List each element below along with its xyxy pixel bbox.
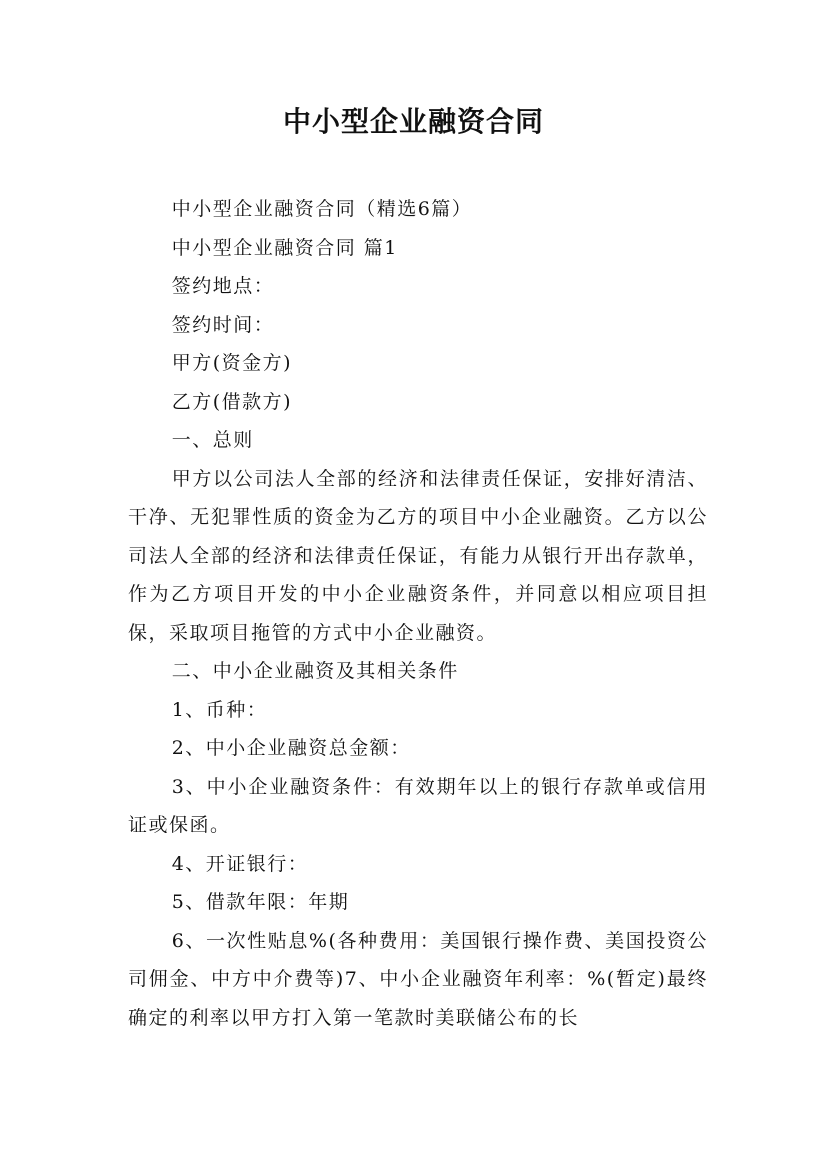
paragraph-currency: 1、币种： xyxy=(171,698,268,721)
paragraph-party-a: 甲方(资金方) xyxy=(171,352,293,374)
paragraph-total-amount: 2、中小企业融资总金额： xyxy=(171,737,411,759)
paragraph-party-b: 乙方(借款方) xyxy=(171,390,293,413)
paragraph-sign-time: 签约时间： xyxy=(171,313,275,336)
paragraph-loan-term: 5、借款年限：年期 xyxy=(171,891,350,913)
paragraph-sign-location: 签约地点： xyxy=(171,275,275,297)
document-title: 中小型企业融资合同 xyxy=(282,105,544,138)
paragraph-issuing-bank: 4、开证银行： xyxy=(171,852,309,875)
paragraph-section-heading: 中小型企业融资合同 篇1 xyxy=(171,236,398,259)
paragraph-general-body: 甲方以公司法人全部的经济和法律责任保证，安排好清洁、干净、无犯罪性质的资金为乙方的项目中小企业融资。乙方以公司法人全部的经济和法律责任保证，有能力从银行开出存款单，作为乙方项目开发的中小企业融资条件，并同意以相应项目担保，采取项目拖管的方式中小企业融资。 xyxy=(128,467,708,644)
paragraph-general-heading: 一、总则 xyxy=(171,429,254,451)
paragraph-financing-heading: 二、中小企业融资及其相关条件 xyxy=(171,660,459,682)
paragraph-interest: 6、一次性贴息%(各种费用：美国银行操作费、美国投资公司佣金、中方中介费等)7、中小企业融资年利率：%(暂定)最终确定的利率以甲方打入第一笔款时美联储公布的长 xyxy=(128,929,708,1029)
paragraph-subtitle: 中小型企业融资合同（精选6篇） xyxy=(171,198,473,220)
document-body xyxy=(128,190,708,1037)
paragraph-financing-conditions: 3、中小企业融资条件：有效期年以上的银行存款单或信用证或保函。 xyxy=(128,775,708,836)
